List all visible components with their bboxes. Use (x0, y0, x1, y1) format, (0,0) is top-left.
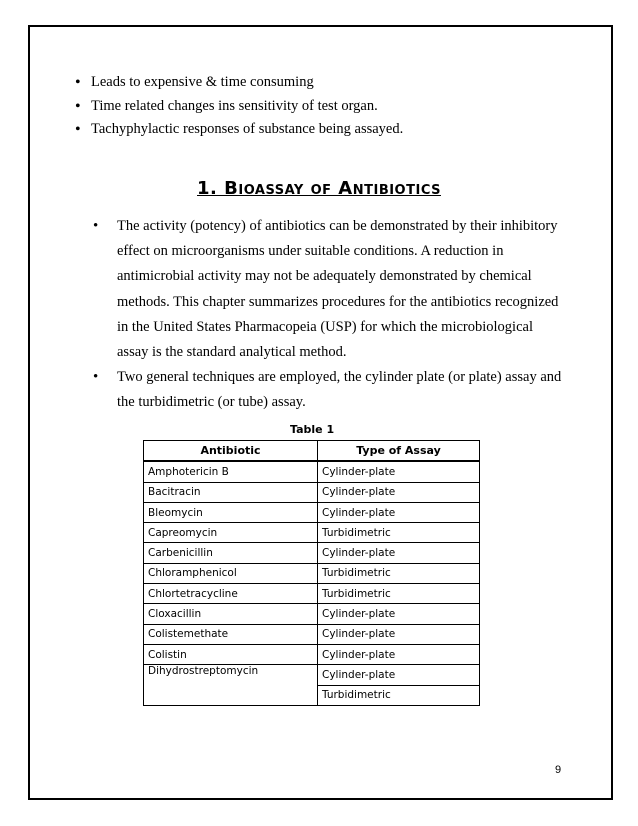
antibiotic-cell: Colistin (144, 644, 318, 664)
antibiotic-cell: Cloxacillin (144, 604, 318, 624)
assay-type-cell: Cylinder-plate (318, 543, 480, 563)
bullet-item: • Tachyphylactic responses of substance being assayed. (91, 122, 403, 146)
antibiotic-cell: Capreomycin (144, 523, 318, 543)
assay-type-cell: Turbidimetric (318, 523, 480, 543)
paragraph-item: • The activity (potency) of antibiotics can be demonstrated by their inhibitory effect on microorganisms under suitable conditions. A reduction in antimicrobial activity may not be adequately demonstrated by chemical methods. This chapter summarizes procedures for the antibiotics recognized in the United States Pharmacopeia (USP) for which the microbiological assay is the standard analytical method. (117, 214, 567, 365)
assay-type-cell: Turbidimetric (318, 563, 480, 583)
assay-type-cell: Cylinder-plate (318, 665, 480, 685)
table-row (144, 563, 480, 583)
table-row (144, 665, 480, 685)
table-row (144, 624, 480, 644)
antibiotic-cell: Chlortetracycline (144, 584, 318, 604)
table-header-row (144, 441, 480, 462)
antibiotic-cell: Colistemethate (144, 624, 318, 644)
section-heading: 1. Bioassay of Antibiotics (197, 178, 441, 199)
table-title: Table 1 (290, 423, 335, 436)
antibiotic-cell: Carbenicillin (144, 543, 318, 563)
antibiotic-cell: Bacitracin (144, 482, 318, 502)
assay-type-cell: Cylinder-plate (318, 624, 480, 644)
antibiotic-cell: Amphotericin B (144, 461, 318, 482)
bullet-item: • Time related changes ins sensitivity of test organ. (91, 99, 403, 123)
paragraph-item: • Two general techniques are employed, the cylinder plate (or plate) assay and the turbidimetric (or tube) assay. (117, 365, 567, 415)
assay-type-cell: Cylinder-plate (318, 502, 480, 522)
antibiotic-cell: Chloramphenicol (144, 563, 318, 583)
table-row (144, 482, 480, 502)
assay-type-cell: Turbidimetric (318, 584, 480, 604)
table-row (144, 461, 480, 482)
table-row (144, 584, 480, 604)
table-row (144, 543, 480, 563)
assay-type-cell: Cylinder-plate (318, 482, 480, 502)
antibiotic-assay-table (143, 440, 480, 706)
table-row (144, 644, 480, 664)
assay-type-cell: Turbidimetric (318, 685, 480, 705)
table-row (144, 604, 480, 624)
bullet-list-top (91, 75, 403, 146)
assay-type-cell: Cylinder-plate (318, 604, 480, 624)
table-row (144, 523, 480, 543)
bullet-item: • Leads to expensive & time consuming (91, 75, 403, 99)
antibiotic-cell: Dihydrostreptomycin (144, 665, 318, 706)
column-header-assay-type: Type of Assay (318, 441, 480, 462)
antibiotic-cell: Bleomycin (144, 502, 318, 522)
page-number: 9 (555, 764, 562, 776)
paragraph-list (117, 214, 567, 416)
column-header-antibiotic: Antibiotic (144, 441, 318, 462)
assay-type-cell: Cylinder-plate (318, 461, 480, 482)
assay-type-cell: Cylinder-plate (318, 644, 480, 664)
table-row (144, 502, 480, 522)
